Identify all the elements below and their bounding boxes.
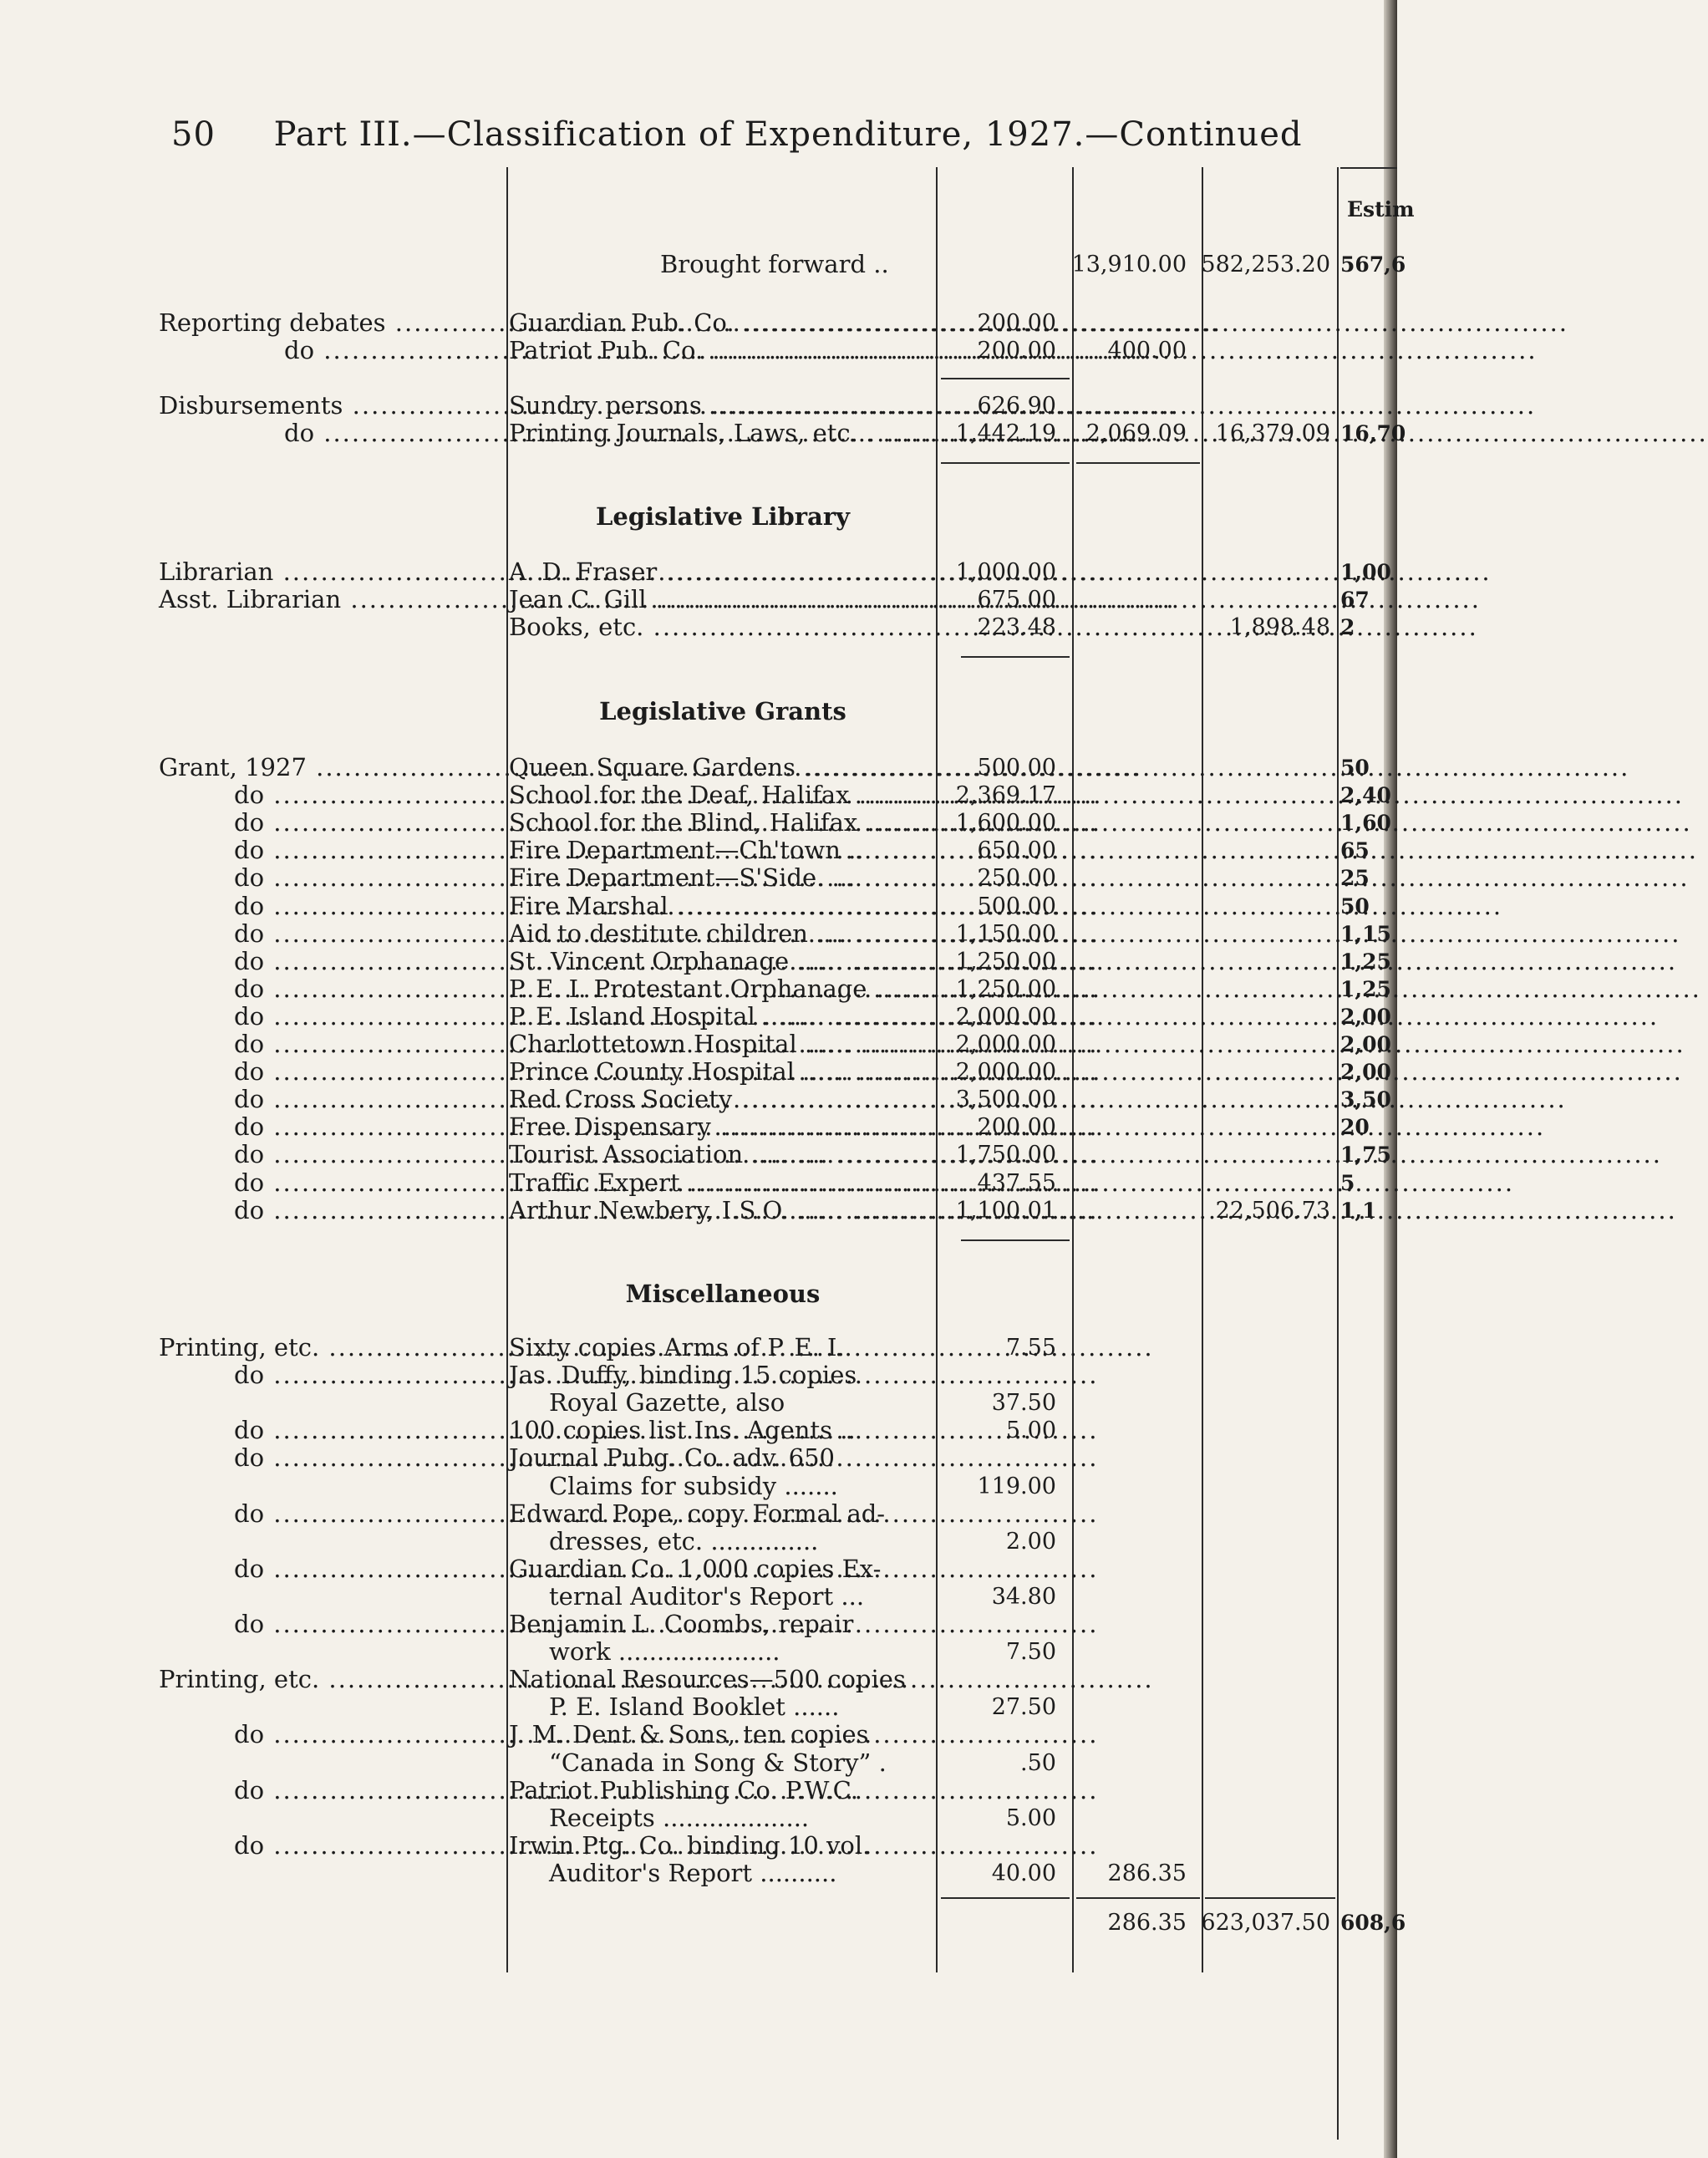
item-label: do .....: [234, 1777, 498, 1804]
item-amount: 437.55: [977, 1169, 1056, 1196]
item-amount: 223.48: [977, 614, 1056, 640]
item-amount: 1,150.00: [955, 920, 1056, 947]
item-estimate: 3,50: [1340, 1087, 1391, 1112]
page-title: Part III.—Classification of Expenditure, 1927.—Continued: [273, 115, 1303, 154]
ledger-row: [0, 1583, 1397, 1611]
item-label: do .....: [234, 1003, 498, 1031]
item-label: do .....: [234, 1721, 498, 1748]
item-payee: Red Cross Society .....: [509, 1086, 927, 1113]
item-label: do .....: [284, 420, 498, 447]
ledger-row: [0, 309, 1397, 337]
item-payee: School for the Blind, Halifax .....: [509, 809, 927, 837]
item-payee: Jean C. Gill .....: [509, 586, 927, 613]
ledger-row: [0, 392, 1397, 420]
rule-total: [1076, 1897, 1200, 1899]
ledger-row: [0, 1500, 1397, 1528]
item-estimate: 2,00: [1340, 1032, 1391, 1056]
item-label: do .....: [234, 1031, 498, 1058]
item-amount: 3,500.00: [955, 1087, 1056, 1113]
item-estimate: 2,40: [1340, 783, 1391, 808]
ledger-row: [0, 1417, 1397, 1444]
item-amount: 200.00: [977, 338, 1056, 364]
item-label: Asst. Librarian .....: [159, 586, 498, 613]
item-estimate: 1,25: [1340, 949, 1391, 974]
rule-total: [1205, 1897, 1335, 1899]
item-payee: Charlottetown Hospital ...... .....: [509, 1031, 927, 1058]
item-estimate: 1,1: [1340, 1198, 1377, 1223]
item-estimate: 50: [1340, 893, 1370, 919]
ledger-row: [0, 1003, 1397, 1031]
item-payee-line: Claims for subsidy .......: [549, 1471, 838, 1500]
item-label: do .....: [234, 1611, 498, 1638]
brought-forward-label: Brought forward ..: [660, 250, 889, 278]
item-payee: Guardian Pub. Co. .....: [509, 309, 927, 337]
item-payee: Printing Journals, Laws, etc. . .....: [509, 420, 927, 447]
item-payee-line: Receipts ...................: [549, 1803, 810, 1832]
total-c4: 608,6: [1340, 1911, 1406, 1935]
item-amount: 2,000.00: [955, 1059, 1056, 1086]
rule-h-top: [1340, 167, 1397, 169]
item-subtotal: 2,069.09: [1085, 420, 1187, 446]
item-amount: 675.00: [977, 587, 1056, 613]
item-label: do .....: [234, 975, 498, 1003]
item-amount: 1,442.19: [955, 420, 1056, 446]
ledger-row: [0, 864, 1397, 892]
item-payee-line: Auditor's Report ..........: [549, 1858, 837, 1887]
item-label: do .....: [234, 948, 498, 975]
item-payee: A. D. Fraser .....: [509, 558, 927, 586]
item-estimate: 1,00: [1340, 560, 1391, 584]
item-payee: Queen Square Gardens .....: [509, 754, 927, 781]
item-amount: 650.00: [977, 837, 1056, 864]
item-estimate: 20: [1340, 1115, 1370, 1140]
item-payee: P. E. Island Hospital ........ .....: [509, 1003, 927, 1031]
item-label: do .....: [234, 1832, 498, 1860]
item-amount: 40.00: [991, 1860, 1056, 1886]
item-payee: Sundry persons .....: [509, 392, 927, 420]
item-label: do .....: [234, 864, 498, 892]
ledger-row: [0, 1666, 1397, 1693]
item-label: do .....: [234, 1113, 498, 1141]
rule-subtotal: [941, 462, 1070, 464]
item-payee: Fire Marshal .....: [509, 893, 927, 920]
item-label: do .....: [234, 1417, 498, 1444]
item-subtotal: 286.35: [1107, 1860, 1187, 1886]
item-amount: 200.00: [977, 1114, 1056, 1141]
item-amount: 1,250.00: [955, 948, 1056, 975]
item-payee: Prince County Hospital ...... .....: [509, 1058, 927, 1086]
item-estimate: 2: [1340, 615, 1355, 639]
item-amount: 2,000.00: [955, 1003, 1056, 1030]
item-amount: 34.80: [991, 1583, 1056, 1610]
item-amount: 1,100.01: [955, 1197, 1056, 1224]
item-amount: 626.90: [977, 393, 1056, 419]
item-estimate: 50: [1340, 756, 1370, 780]
item-payee-line: Patriot Publishing Co. P.W.C.: [509, 1775, 858, 1804]
item-estimate: 67: [1340, 588, 1370, 612]
section-title-library: Legislative Library: [596, 502, 850, 531]
item-amount: 1,600.00: [955, 810, 1056, 837]
ledger-row: [0, 920, 1397, 948]
brought-forward-c4: 567,6: [1340, 252, 1406, 277]
item-label: do .....: [234, 1361, 498, 1389]
item-payee: Books, etc. .....: [509, 613, 927, 641]
item-payee: P. E. I. Protestant Orphanage .....: [509, 975, 927, 1003]
item-estimate: 1,25: [1340, 976, 1391, 1001]
item-label: Printing, etc. .....: [159, 1334, 498, 1361]
item-payee: Fire Department—S'Side. ... .....: [509, 864, 927, 892]
item-amount: 1,250.00: [955, 975, 1056, 1002]
ledger-row: [0, 1031, 1397, 1058]
item-estimate: 16,70: [1340, 421, 1406, 445]
item-estimate: 25: [1340, 866, 1370, 891]
item-amount: .50: [1020, 1749, 1056, 1776]
item-amount: 7.55: [1005, 1335, 1056, 1361]
section-title-misc: Miscellaneous: [625, 1280, 821, 1308]
ledger-row: [0, 1611, 1397, 1638]
item-estimate: 2,00: [1340, 1004, 1391, 1029]
item-payee-line: “Canada in Song & Story” .: [549, 1748, 887, 1777]
ledger-row: [0, 1528, 1397, 1555]
ledger-row: [0, 975, 1397, 1003]
item-amount: 2,000.00: [955, 1031, 1056, 1057]
item-payee: Fire Department—Ch'town .. .....: [509, 837, 927, 864]
item-amount: 250.00: [977, 865, 1056, 892]
item-payee-line: ternal Auditor's Report ...: [549, 1581, 865, 1611]
item-payee: Free Dispensary .....: [509, 1113, 927, 1141]
item-amount: 7.50: [1005, 1639, 1056, 1666]
item-label: do .....: [284, 337, 498, 364]
item-label: Printing, etc. .....: [159, 1666, 498, 1693]
item-payee-line: Irwin Ptg. Co. binding 10 vol.: [509, 1830, 871, 1860]
ledger-row: [0, 1909, 1406, 1937]
item-payee-line: 100 copies list Ins. Agents ..: [509, 1416, 856, 1445]
ledger-row: [0, 893, 1397, 920]
item-label: do .....: [234, 1141, 498, 1168]
item-subtotal: 400.00: [1107, 338, 1187, 364]
item-label: do .....: [234, 893, 498, 920]
section-title-grants: Legislative Grants: [599, 697, 846, 725]
item-payee-line: work .....................: [549, 1637, 780, 1667]
rule-subtotal: [961, 1239, 1070, 1241]
item-total: 22,506.73: [1215, 1197, 1330, 1224]
brought-forward-c3: 582,253.20: [1201, 252, 1330, 277]
item-label: do .....: [234, 781, 498, 809]
ledger-row: [0, 1693, 1397, 1721]
item-payee-line: Edward Pope, copy Formal ad-: [509, 1499, 886, 1528]
ledger-row: [0, 1334, 1397, 1361]
rule-subtotal: [961, 656, 1070, 658]
ledger-row: [0, 1389, 1397, 1417]
ledger-row: [0, 1860, 1397, 1887]
item-amount: 500.00: [977, 755, 1056, 781]
item-payee-line: Guardian Co. 1,000 copies Ex-: [509, 1554, 882, 1583]
item-total: 1,898.48: [1229, 614, 1330, 640]
item-label: do .....: [234, 1197, 498, 1224]
ledger-row: [0, 1777, 1397, 1804]
item-amount: 5.00: [1005, 1417, 1056, 1444]
ledger-row: [0, 754, 1397, 781]
ledger-row: [0, 419, 1406, 447]
item-payee-line: Benjamin L. Coombs, repair: [509, 1610, 854, 1638]
item-payee-line: Sixty copies Arms of P. E. I.: [509, 1333, 845, 1361]
page-header: [171, 115, 1302, 154]
ledger-row: [0, 1444, 1397, 1472]
item-payee-line: National Resources—500 copies: [509, 1665, 906, 1694]
item-amount: 2.00: [1005, 1528, 1056, 1555]
item-payee: Patriot Pub. Co. .....: [509, 337, 927, 364]
ledger-row: [0, 948, 1397, 975]
item-payee-line: P. E. Island Booklet ......: [549, 1692, 840, 1722]
item-label: do .....: [234, 1058, 498, 1086]
item-payee: School for the Deaf, Halifax .....: [509, 781, 927, 809]
item-payee: Arthur Newbery, I.S.O. ...... .....: [509, 1197, 927, 1224]
ledger-row: [0, 1197, 1397, 1224]
rule-subtotal: [941, 378, 1070, 379]
item-label: do .....: [234, 1555, 498, 1583]
item-payee: Traffic Expert .....: [509, 1169, 927, 1197]
ledger-row: [0, 1141, 1397, 1168]
brought-forward-c2: 13,910.00: [1071, 252, 1187, 277]
item-label: Grant, 1927 .....: [159, 754, 498, 781]
ledger-row: [0, 1804, 1397, 1832]
ledger-row: [0, 1721, 1397, 1748]
item-label: Reporting debates .....: [159, 309, 498, 337]
total-c2: 286.35: [1107, 1910, 1187, 1936]
item-amount: 37.50: [991, 1390, 1056, 1417]
ledger-row: [0, 1058, 1397, 1086]
ledger-row: [0, 1555, 1397, 1583]
ledger-row: [0, 809, 1397, 837]
item-estimate: 5: [1340, 1170, 1355, 1195]
item-estimate: 2,00: [1340, 1060, 1391, 1085]
item-payee: St. Vincent Orphanage ...... .....: [509, 948, 927, 975]
item-label: do .....: [234, 1500, 498, 1528]
rule-subtotal: [1076, 462, 1200, 464]
ledger-row: [0, 337, 1397, 364]
item-estimate: 1,75: [1340, 1143, 1391, 1168]
item-payee-line: Royal Gazette, also: [549, 1388, 785, 1417]
ledger-row: [0, 586, 1397, 613]
ledger-row: [0, 1086, 1397, 1113]
item-label: do .....: [234, 837, 498, 864]
item-label: do .....: [234, 920, 498, 948]
item-estimate: 65: [1340, 838, 1370, 863]
ledger-row: [0, 1832, 1397, 1860]
item-label: do .....: [234, 1444, 498, 1472]
ledger-row: [0, 837, 1397, 864]
ledger-row: [0, 1361, 1397, 1389]
edge-column-header: Estim: [1347, 197, 1415, 221]
item-amount: 1,000.00: [955, 559, 1056, 585]
item-payee-line: dresses, etc. ..............: [549, 1526, 819, 1555]
ledger-row: [0, 558, 1397, 586]
item-amount: 2,369.17: [955, 782, 1056, 809]
item-payee-line: Jas. Duffy, binding 15 copies: [509, 1361, 857, 1390]
ledger-row: [0, 250, 1406, 278]
item-amount: 27.50: [991, 1694, 1056, 1721]
item-label: do .....: [234, 1169, 498, 1197]
item-amount: 5.00: [1005, 1804, 1056, 1831]
rule-total: [941, 1897, 1070, 1899]
item-payee: Tourist Association .......... .....: [509, 1141, 927, 1168]
total-c3: 623,037.50: [1201, 1910, 1330, 1936]
item-total: 16,379.09: [1215, 420, 1330, 446]
item-payee-line: J. M. Dent & Sons, ten copies: [509, 1720, 869, 1749]
ledger-row: [0, 1169, 1397, 1197]
item-amount: 500.00: [977, 893, 1056, 919]
item-amount: 119.00: [977, 1473, 1056, 1499]
item-label: do .....: [234, 1086, 498, 1113]
item-label: do .....: [234, 809, 498, 837]
page-number: 50: [171, 115, 216, 154]
item-payee-line: Journal Pubg. Co. adv. 650: [509, 1443, 835, 1473]
ledger-row: [0, 1638, 1397, 1666]
item-amount: 1,750.00: [955, 1142, 1056, 1168]
item-estimate: 1,15: [1340, 921, 1391, 946]
ledger-row: [0, 1473, 1397, 1500]
item-label: Librarian .....: [159, 558, 498, 586]
item-payee: Aid to destitute children .... .....: [509, 920, 927, 948]
ledger-row: [0, 1749, 1397, 1777]
ledger-row: [0, 781, 1397, 809]
item-estimate: 1,60: [1340, 811, 1391, 836]
ledger-row: [0, 1113, 1397, 1141]
item-amount: 200.00: [977, 310, 1056, 336]
ledger-row: [0, 613, 1397, 641]
item-label: Disbursements .....: [159, 392, 498, 420]
